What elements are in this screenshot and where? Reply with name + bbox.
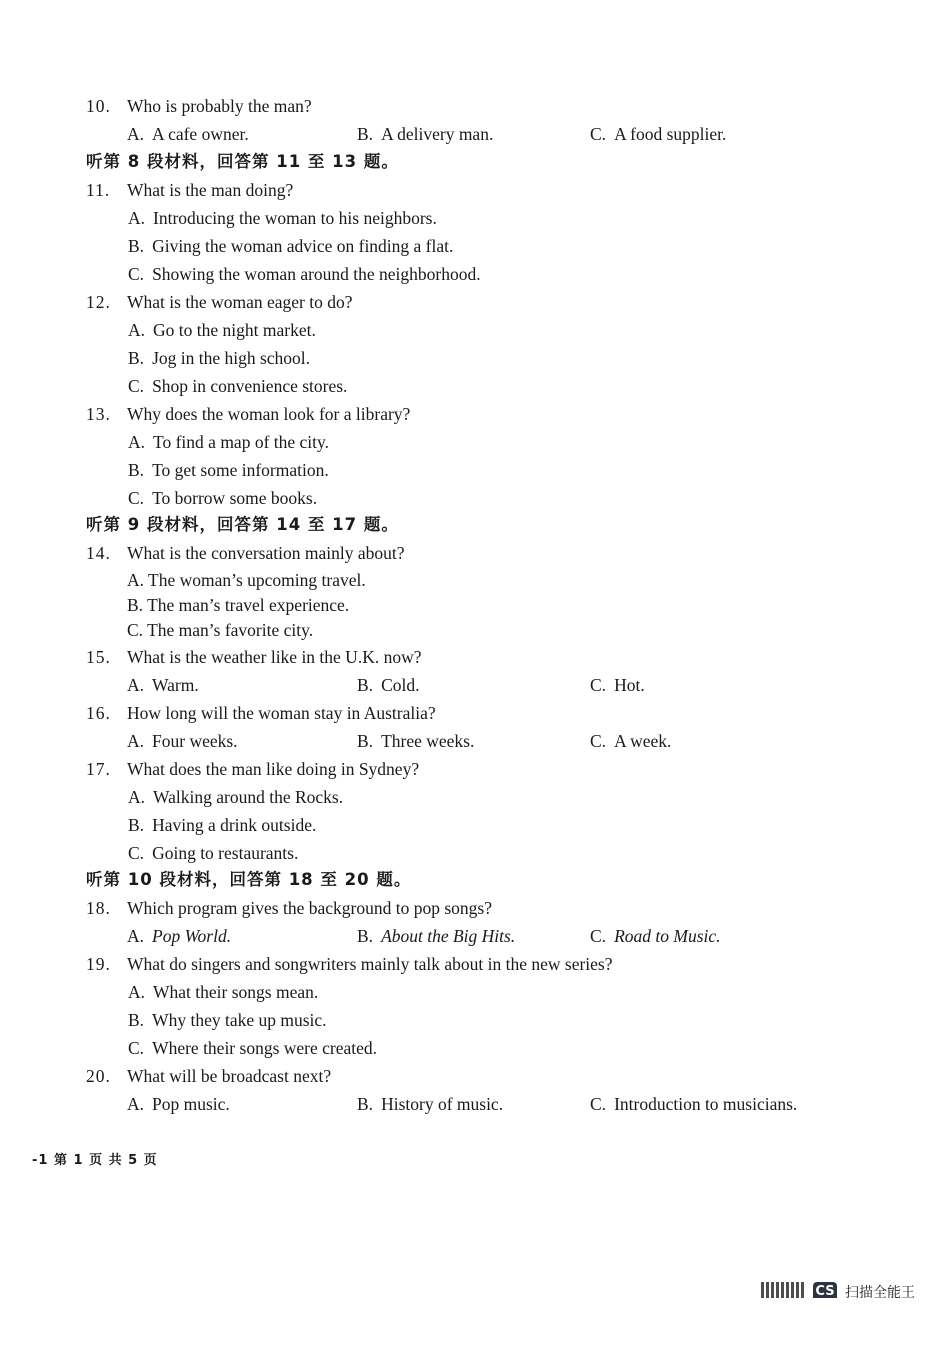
answer-option [357,1092,503,1116]
question-number: 12. [86,292,111,312]
option-letter: B. [357,731,374,751]
question-number: 15. [86,647,111,667]
answer-option [128,813,316,837]
answer-option [128,206,437,230]
option-letter: B. [357,124,374,144]
option-letter: A. [127,731,145,751]
options-row [0,262,950,286]
option-text: Road to Music. [614,926,721,946]
answer-option [357,729,474,753]
options-row [0,430,950,454]
page-footer: -1 第 1 页 共 5 页 [32,1153,158,1168]
answer-option [128,980,318,1004]
option-letter: C. [128,1038,145,1058]
answer-option [127,122,249,146]
options-row [0,673,950,697]
option-letter: A. [127,1094,145,1114]
question-number: 11. [86,180,111,200]
question-number: 16. [86,703,111,723]
options-row [0,980,950,1004]
question-text: Why does the woman look for a library? [127,404,411,424]
options-row [0,813,950,837]
section-heading-row [0,868,950,892]
option-text: A week. [614,731,672,751]
option-letter: C. [128,264,145,284]
option-text: The woman’s upcoming travel. [148,570,366,590]
options-row [0,1008,950,1032]
question-row [0,94,950,118]
option-text: The man’s favorite city. [147,620,314,640]
option-letter: B. [128,460,145,480]
answer-option [128,318,316,342]
question-text: What is the woman eager to do? [127,292,353,312]
option-letter: C. [590,731,607,751]
answer-option [357,122,493,146]
option-text: Why they take up music. [152,1010,327,1030]
option-text: Showing the woman around the neighborhood. [152,264,481,284]
answer-option [590,1092,797,1116]
option-letter: C. [590,675,607,695]
question-row [0,402,950,426]
answer-option [128,841,298,865]
options-row [0,486,950,510]
options-row [0,924,950,948]
answer-option [590,122,726,146]
option-letter: A. [128,320,146,340]
answer-option [357,673,419,697]
answer-option [128,430,329,454]
option-text: Pop music. [152,1094,230,1114]
option-text: A cafe owner. [152,124,249,144]
options-row [0,346,950,370]
question-text: What do singers and songwriters mainly talk about in the new series? [127,954,613,974]
question-row [0,701,950,725]
option-text: Four weeks. [152,731,238,751]
option-text: Where their songs were created. [152,1038,378,1058]
option-letter: A. [128,208,146,228]
qr-code-icon [761,1282,805,1298]
question-number: 17. [86,759,111,779]
question-number: 20. [86,1066,111,1086]
answer-option [128,346,310,370]
option-text: What their songs mean. [153,982,319,1002]
answer-option [128,262,481,286]
section-heading: 听第 9 段材料，回答第 14 至 17 题。 [86,515,399,534]
option-letter: B. [128,348,145,368]
section-heading-row [0,150,950,174]
answer-option [128,374,347,398]
answer-option [590,673,645,697]
answer-option [127,924,231,948]
question-text: Which program gives the background to pop songs? [127,898,492,918]
camscanner-logo-icon: CS [813,1282,837,1298]
watermark-text: 扫描全能王 [845,1285,915,1298]
option-letter: B. [357,1094,374,1114]
option-text: Jog in the high school. [152,348,311,368]
option-text: The man’s travel experience. [147,595,350,615]
question-number: 13. [86,404,111,424]
options-row [0,122,950,146]
option-letter: A. [127,570,145,590]
section-heading: 听第 8 段材料，回答第 11 至 13 题。 [86,152,399,171]
options-row [0,785,950,809]
options-row [0,1092,950,1116]
option-letter: B. [128,236,145,256]
option-letter: A. [128,787,146,807]
options-row [0,374,950,398]
option-text: Warm. [152,675,199,695]
option-text: A food supplier. [614,124,727,144]
option-letter: C. [590,926,607,946]
option-text: Shop in convenience stores. [152,376,348,396]
section-heading-row [0,513,950,537]
answer-option [357,924,515,948]
answer-option [128,1036,377,1060]
option-letter: C. [127,620,144,640]
option-letter: B. [357,926,374,946]
question-row [0,1064,950,1088]
option-letter: A. [127,675,145,695]
option-letter: C. [590,1094,607,1114]
question-row [0,645,950,669]
scanner-watermark [761,1282,915,1298]
option-text: Introducing the woman to his neighbors. [153,208,437,228]
question-number: 18. [86,898,111,918]
question-row [0,952,950,976]
option-text: Walking around the Rocks. [153,787,344,807]
options-row [0,458,950,482]
question-number: 19. [86,954,111,974]
answer-option [128,1008,327,1032]
answer-option [590,729,671,753]
answer-option [127,729,238,753]
option-letter: C. [128,376,145,396]
option-letter: A. [128,982,146,1002]
answer-option [590,924,721,948]
option-text: Hot. [614,675,645,695]
question-text: How long will the woman stay in Australia? [127,703,436,723]
option-text: Introduction to musicians. [614,1094,798,1114]
option-text: Going to restaurants. [152,843,299,863]
options-row [0,618,950,642]
question-text: What is the weather like in the U.K. now? [127,647,422,667]
option-text: Having a drink outside. [152,815,317,835]
options-row [0,593,950,617]
question-row [0,541,950,565]
question-text: Who is probably the man? [127,96,312,116]
answer-option [128,234,453,258]
option-text: About the Big Hits. [381,926,516,946]
option-text: A delivery man. [381,124,494,144]
option-text: Cold. [381,675,420,695]
answer-option [127,673,199,697]
option-letter: C. [590,124,607,144]
option-letter: A. [127,926,145,946]
question-text: What will be broadcast next? [127,1066,332,1086]
options-row [0,729,950,753]
answer-option [127,618,313,642]
option-text: To get some information. [152,460,329,480]
option-letter: C. [128,488,145,508]
options-row [0,841,950,865]
option-letter: C. [128,843,145,863]
option-letter: B. [128,1010,145,1030]
answer-option [128,785,343,809]
option-text: To borrow some books. [152,488,318,508]
options-row [0,568,950,592]
option-letter: A. [127,124,145,144]
answer-option [128,486,317,510]
option-letter: B. [127,595,144,615]
options-row [0,234,950,258]
question-row [0,757,950,781]
option-text: Giving the woman advice on finding a flat. [152,236,454,256]
answer-option [127,568,366,592]
question-number: 10. [86,96,111,116]
question-row [0,178,950,202]
options-row [0,206,950,230]
question-row [0,896,950,920]
option-text: To find a map of the city. [153,432,330,452]
section-heading: 听第 10 段材料，回答第 18 至 20 题。 [86,870,412,889]
option-text: Go to the night market. [153,320,316,340]
question-row [0,290,950,314]
option-text: Three weeks. [381,731,475,751]
question-text: What does the man like doing in Sydney? [127,759,420,779]
answer-option [127,1092,230,1116]
answer-option [128,458,329,482]
answer-option [127,593,349,617]
question-text: What is the man doing? [127,180,294,200]
option-text: Pop World. [152,926,232,946]
option-letter: A. [128,432,146,452]
options-row [0,318,950,342]
question-number: 14. [86,543,111,563]
option-letter: B. [357,675,374,695]
question-text: What is the conversation mainly about? [127,543,405,563]
option-text: History of music. [381,1094,504,1114]
options-row [0,1036,950,1060]
option-letter: B. [128,815,145,835]
